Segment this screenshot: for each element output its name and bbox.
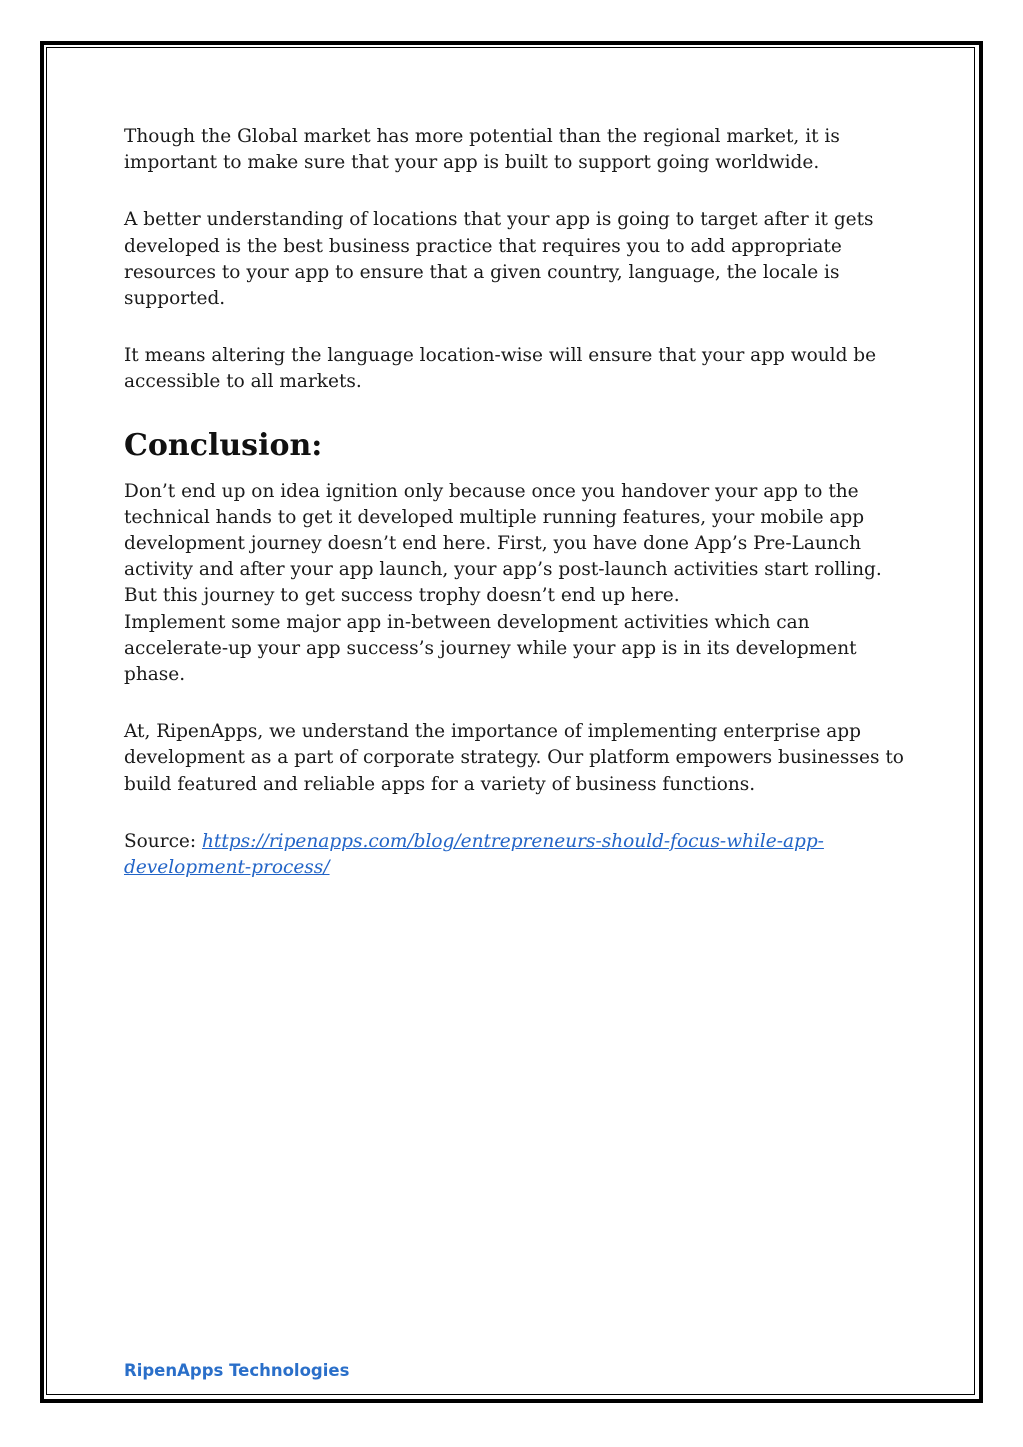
conclusion-heading: Conclusion: — [124, 427, 323, 463]
conclusion-paragraph-2: At, RipenApps, we understand the importance of implementing enterprise app development as a part of corporate strategy. Our platform empowers businesses to build featured and reliable apps for a variety of business functions. — [124, 721, 904, 795]
source-line — [124, 829, 904, 881]
source-link[interactable]: https://ripenapps.com/blog/entrepreneurs-should-focus-while-app-development-process/ — [124, 830, 824, 879]
source-label: Source: — [124, 830, 202, 852]
intro-paragraph-3: It means altering the language location-wise will ensure that your app would be accessible to all markets. — [124, 345, 877, 393]
intro-paragraph-2: A better understanding of locations that your app is going to target after it gets developed is the best business practice that requires you to add appropriate resources to your app to ensure that a given country, language, the locale is supported. — [124, 209, 874, 310]
conclusion-paragraph-1: Don’t end up on idea ignition only because once you handover your app to the technical hands to get it developed multiple running features, your mobile app development journey doesn’t end here. First, you have done App’s Pre-Launch activity and after your app launch, your app’s post-launch activities start rolling. But this journey to get success trophy doesn’t end up here. Implement some major app in-between development activities which can accelerate-up your app success’s journey while your app is in its development phase. — [124, 480, 882, 686]
footer-company-name: RipenApps Technologies — [124, 1361, 350, 1380]
document-body — [124, 124, 904, 912]
intro-paragraph-1: Though the Global market has more potential than the regional market, it is important to make sure that your app is built to support going worldwide. — [124, 126, 840, 174]
